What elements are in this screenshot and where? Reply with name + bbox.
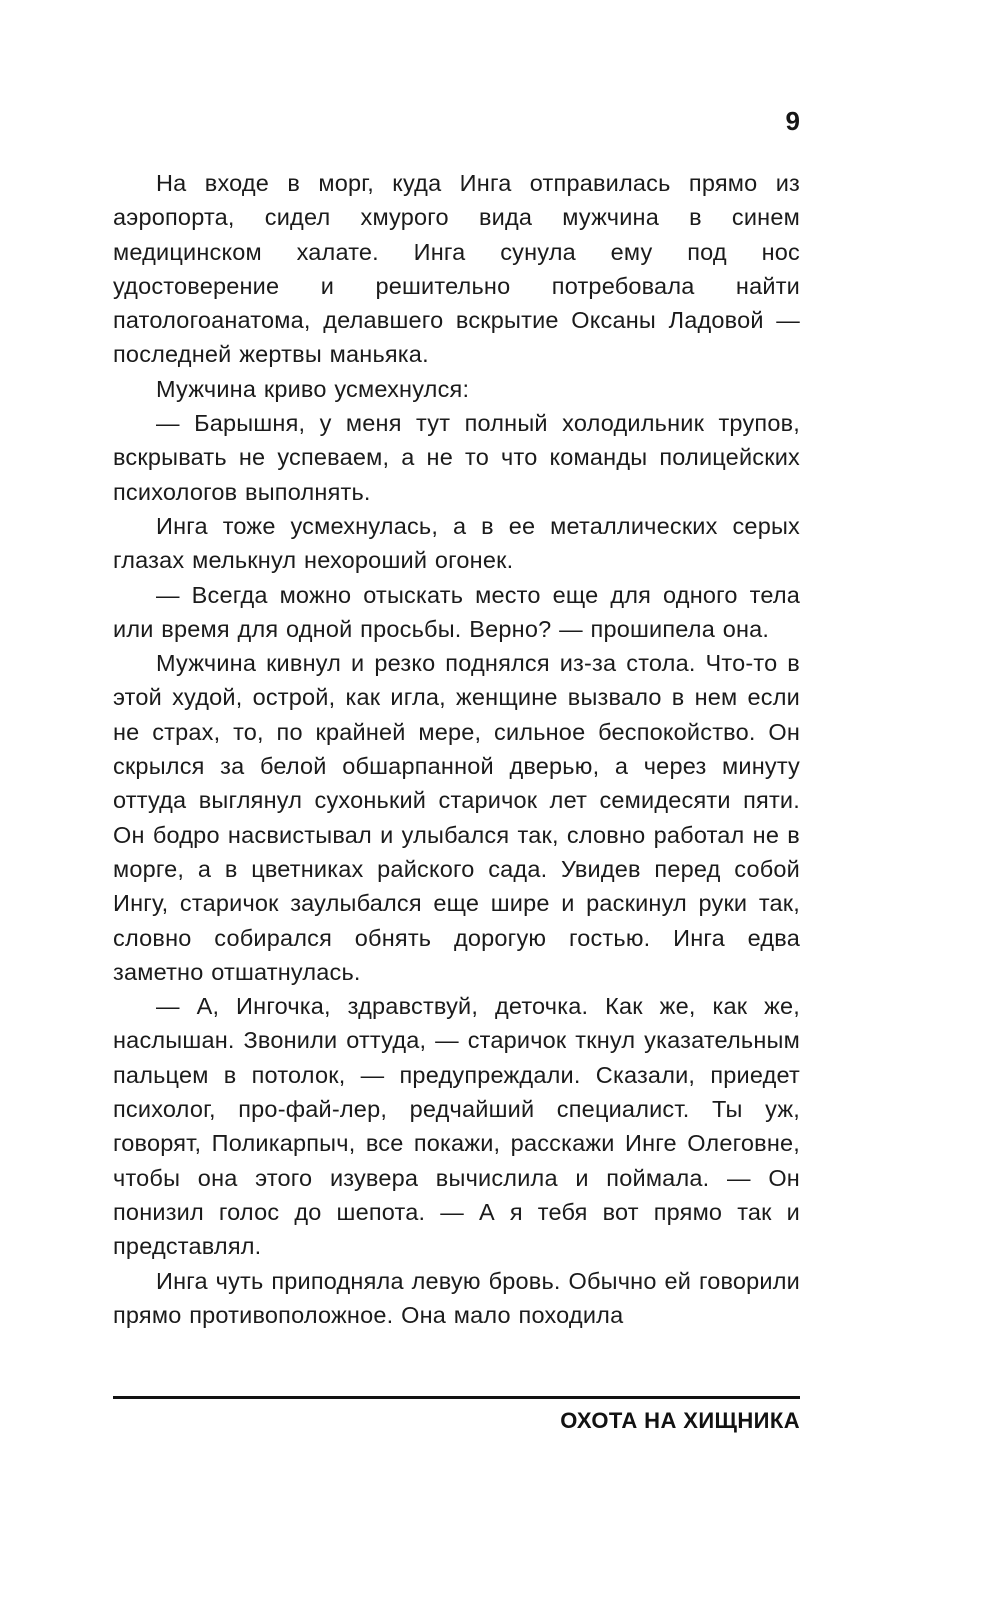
paragraph: — А, Ингочка, здравствуй, деточка. Как же, как же, наслышан. Звонили оттуда, — старичок ткнул указательным пальцем в потолок, — предупреждали. Сказали, приедет психолог, про-фай-лер, редчайший специалист. Ты уж, говорят, Поликарпыч, все покажи, расскажи Инге Олеговне, чтобы она этого изувера вычислила и поймала. — Он понизил голос до шепота. — А я тебя вот прямо так и представлял. — [113, 993, 800, 1260]
footer-divider — [113, 1396, 800, 1399]
book-title: ОХОТА НА ХИЩНИКА — [560, 1408, 800, 1433]
paragraph: Инга чуть приподняла левую бровь. Обычно ей говорили прямо противоположное. Она мало походила — [113, 1267, 800, 1328]
paragraph: На входе в морг, куда Инга отправилась прямо из аэропорта, сидел хмурого вида мужчина в синем медицинском халате. Инга сунула ему под нос удостоверение и решительно потребовала найти патологоанатома, делавшего вскрытие Оксаны Ладовой — последней жертвы маньяка. — [113, 170, 800, 368]
paragraph: — Барышня, у меня тут полный холодильник трупов, вскрывать не успеваем, а не то что команды полицейских психологов выполнять. — [113, 410, 800, 505]
page-content — [113, 166, 800, 1332]
page-number: 9 — [785, 106, 800, 136]
paragraph: Инга тоже усмехнулась, а в ее металлических серых глазах мелькнул нехороший огонек. — [113, 512, 800, 574]
paragraph: — Всегда можно отыскать место еще для одного тела или время для одной просьбы. Верно? — прошипела она. — [113, 581, 800, 642]
paragraph: Мужчина криво усмехнулся: — [156, 375, 470, 402]
paragraph: Мужчина кивнул и резко поднялся из-за стола. Что-то в этой худой, острой, как игла, женщине вызвало в нем если не страх, то, по крайней мере, сильное беспокойство. Он скрылся за белой обшарпанной дверью, а через минуту оттуда выглянул сухонький старичок лет семидесяти пяти. Он бодро насвистывал и улыбался так, словно работал не в морге, а в цветниках райского сада. Увидев перед собой Ингу, старичок заулыбался еще шире и раскинул руки так, словно собирался обнять дорогую гостью. Инга едва заметно отшатнулась. — [113, 650, 800, 985]
page-footer — [113, 1396, 800, 1434]
